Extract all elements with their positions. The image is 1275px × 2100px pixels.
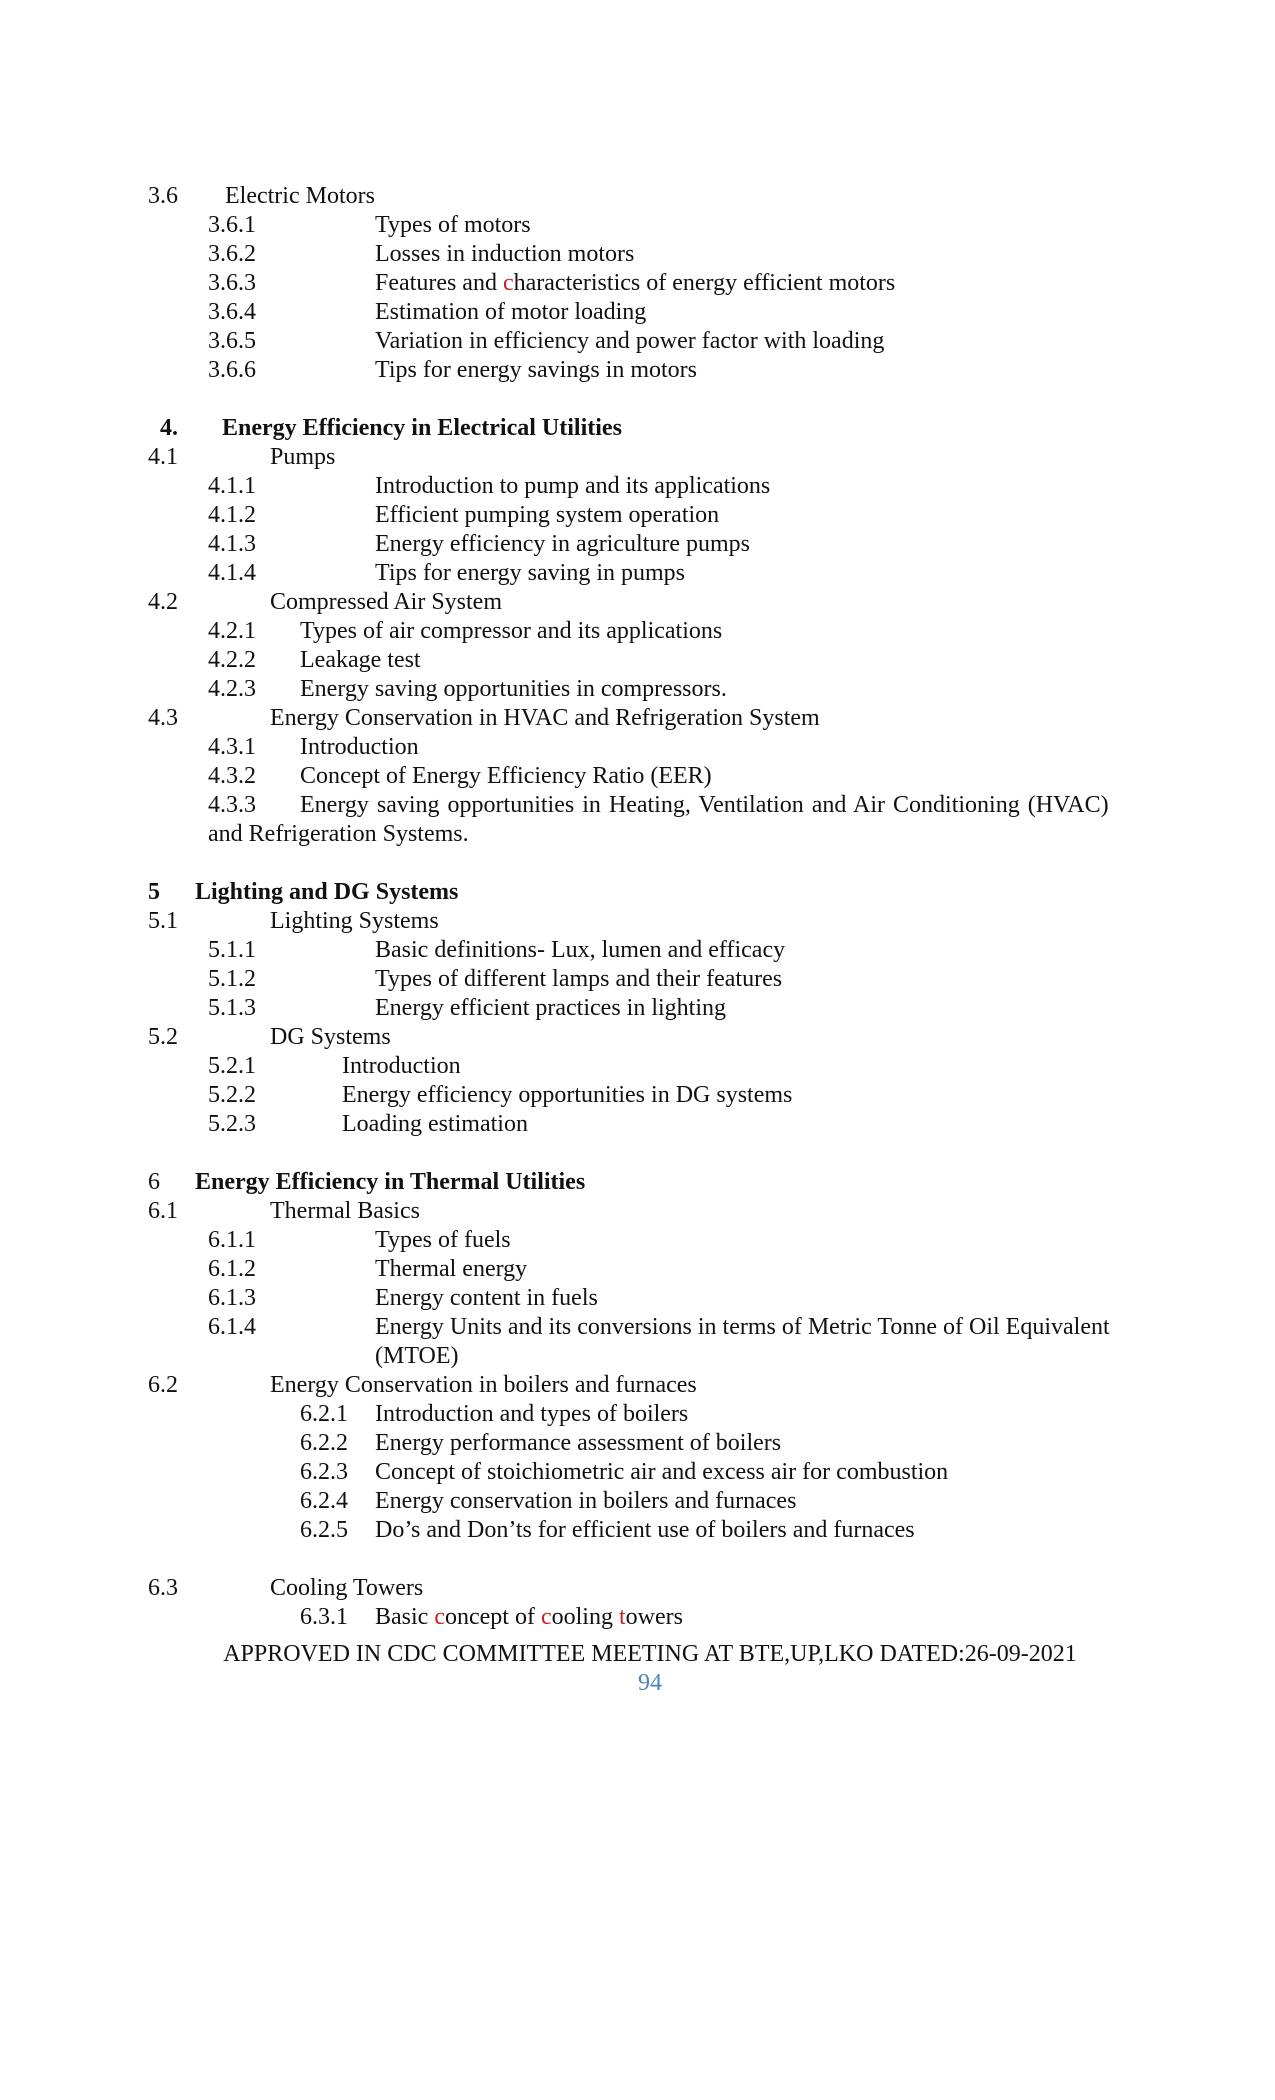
item-text: Tips for energy savings in motors [375,357,698,383]
text-run: Basic [375,1604,435,1630]
section-number: 4.1 [148,444,178,470]
chapter-number: 6 [148,1169,160,1195]
section-title: Lighting Systems [270,908,439,934]
item-text: Introduction [300,734,419,760]
text-run: haracteristics of energy efficient motors [513,270,896,296]
item-text: Loading estimation [342,1111,528,1137]
item-text: Do’s and Don’ts for efficient use of boilers and furnaces [375,1517,915,1543]
highlighted-letter: t [618,1604,626,1630]
item-text: Energy saving opportunities in compressors. [300,676,727,702]
item-text: Types of air compressor and its applications [300,618,723,644]
page-number: 94 [638,1670,662,1696]
item-text: Concept of stoichiometric air and excess air for combustion [375,1459,949,1485]
section-number: 4.2 [148,589,178,615]
item-number: 4.1.2 [208,502,256,528]
section-title: Compressed Air System [270,589,502,615]
item-text: Energy Units and its conversions in terms of Metric Tonne of Oil Equivalent [375,1314,1110,1340]
section-title: Electric Motors [225,183,375,209]
item-text: Energy performance assessment of boilers [375,1430,782,1456]
item-text: Types of motors [375,212,531,238]
item-number: 6.1.4 [208,1314,256,1340]
item-text: Energy efficiency opportunities in DG systems [342,1082,793,1108]
item-text: Basic definitions- Lux, lumen and efficacy [375,937,786,963]
section-title: Thermal Basics [270,1198,420,1224]
section-title: Cooling Towers [270,1575,424,1601]
item-number: 4.3.3 [208,792,256,818]
item-text: Introduction to pump and its applications [375,473,771,499]
item-text: Efficient pumping system operation [375,502,720,528]
item-number: 4.3.2 [208,763,256,789]
item-number: 3.6.2 [208,241,256,267]
item-number: 4.2.1 [208,618,256,644]
text-run: Energy saving opportunities in Heating, Ventilation and Air Conditioning (HVAC) [300,792,1109,818]
item-number: 3.6.3 [208,270,256,296]
section-number: 6.1 [148,1198,178,1224]
item-text: Estimation of motor loading [375,299,647,325]
chapter-number: 4. [160,415,178,441]
item-text-continuation: (MTOE) [375,1343,459,1369]
item-number: 3.6.1 [208,212,256,238]
item-text: Introduction and types of boilers [375,1401,689,1427]
item-number: 3.6.5 [208,328,256,354]
section-title: DG Systems [270,1024,391,1050]
chapter-title: Energy Efficiency in Thermal Utilities [195,1169,586,1195]
item-number: 5.2.3 [208,1111,256,1137]
section-number: 3.6 [148,183,178,209]
item-number: 6.2.3 [300,1459,348,1485]
text-run: oncept of [444,1604,541,1630]
item-text-continuation: and Refrigeration Systems. [208,821,469,847]
item-text: Leakage test [300,647,421,673]
item-number: 3.6.4 [208,299,256,325]
highlighted-letter: c [502,270,514,296]
highlighted-letter: c [540,1604,552,1630]
item-text: Tips for energy saving in pumps [375,560,686,586]
text-run: Features and [375,270,503,296]
item-text: Energy content in fuels [375,1285,598,1311]
highlighted-letter: c [434,1604,445,1630]
item-text-justified [300,791,1155,819]
item-text: Losses in induction motors [375,241,635,267]
approval-footer: APPROVED IN CDC COMMITTEE MEETING AT BTE,UP,LKO DATED:26-09-2021 [223,1641,1077,1667]
item-number: 4.1.1 [208,473,256,499]
item-number: 4.1.4 [208,560,256,586]
item-text: Types of different lamps and their features [375,966,783,992]
item-text: Energy efficiency in agriculture pumps [375,531,750,557]
item-number: 5.1.2 [208,966,256,992]
text-run: owers [625,1604,683,1630]
section-title: Pumps [270,444,336,470]
chapter-number: 5 [148,879,160,905]
item-number: 6.2.1 [300,1401,348,1427]
item-number: 5.2.2 [208,1082,256,1108]
text-run: ooling [551,1604,619,1630]
item-number: 5.1.3 [208,995,256,1021]
item-number: 6.1.3 [208,1285,256,1311]
item-text: Concept of Energy Efficiency Ratio (EER) [300,763,712,789]
item-text [375,269,895,297]
chapter-title: Energy Efficiency in Electrical Utilities [222,415,622,441]
item-number: 4.2.3 [208,676,256,702]
section-title: Energy Conservation in HVAC and Refrigeration System [270,705,820,731]
item-text: Energy conservation in boilers and furnaces [375,1488,797,1514]
section-title: Energy Conservation in boilers and furnaces [270,1372,697,1398]
item-text: Variation in efficiency and power factor with loading [375,328,885,354]
item-number: 6.2.5 [300,1517,348,1543]
item-number: 5.1.1 [208,937,256,963]
item-number: 4.1.3 [208,531,256,557]
section-number: 5.2 [148,1024,178,1050]
section-number: 6.3 [148,1575,178,1601]
chapter-title: Lighting and DG Systems [195,879,459,905]
item-number: 5.2.1 [208,1053,256,1079]
item-text [375,1603,683,1631]
item-text: Types of fuels [375,1227,511,1253]
item-text: Energy efficient practices in lighting [375,995,726,1021]
item-number: 6.3.1 [300,1604,348,1630]
section-number: 5.1 [148,908,178,934]
item-number: 4.2.2 [208,647,256,673]
item-text: Thermal energy [375,1256,528,1282]
section-number: 6.2 [148,1372,178,1398]
item-number: 6.1.1 [208,1227,256,1253]
item-number: 6.2.2 [300,1430,348,1456]
item-number: 4.3.1 [208,734,256,760]
item-number: 6.1.2 [208,1256,256,1282]
item-number: 6.2.4 [300,1488,348,1514]
section-number: 4.3 [148,705,178,731]
item-number: 3.6.6 [208,357,256,383]
item-text: Introduction [342,1053,461,1079]
